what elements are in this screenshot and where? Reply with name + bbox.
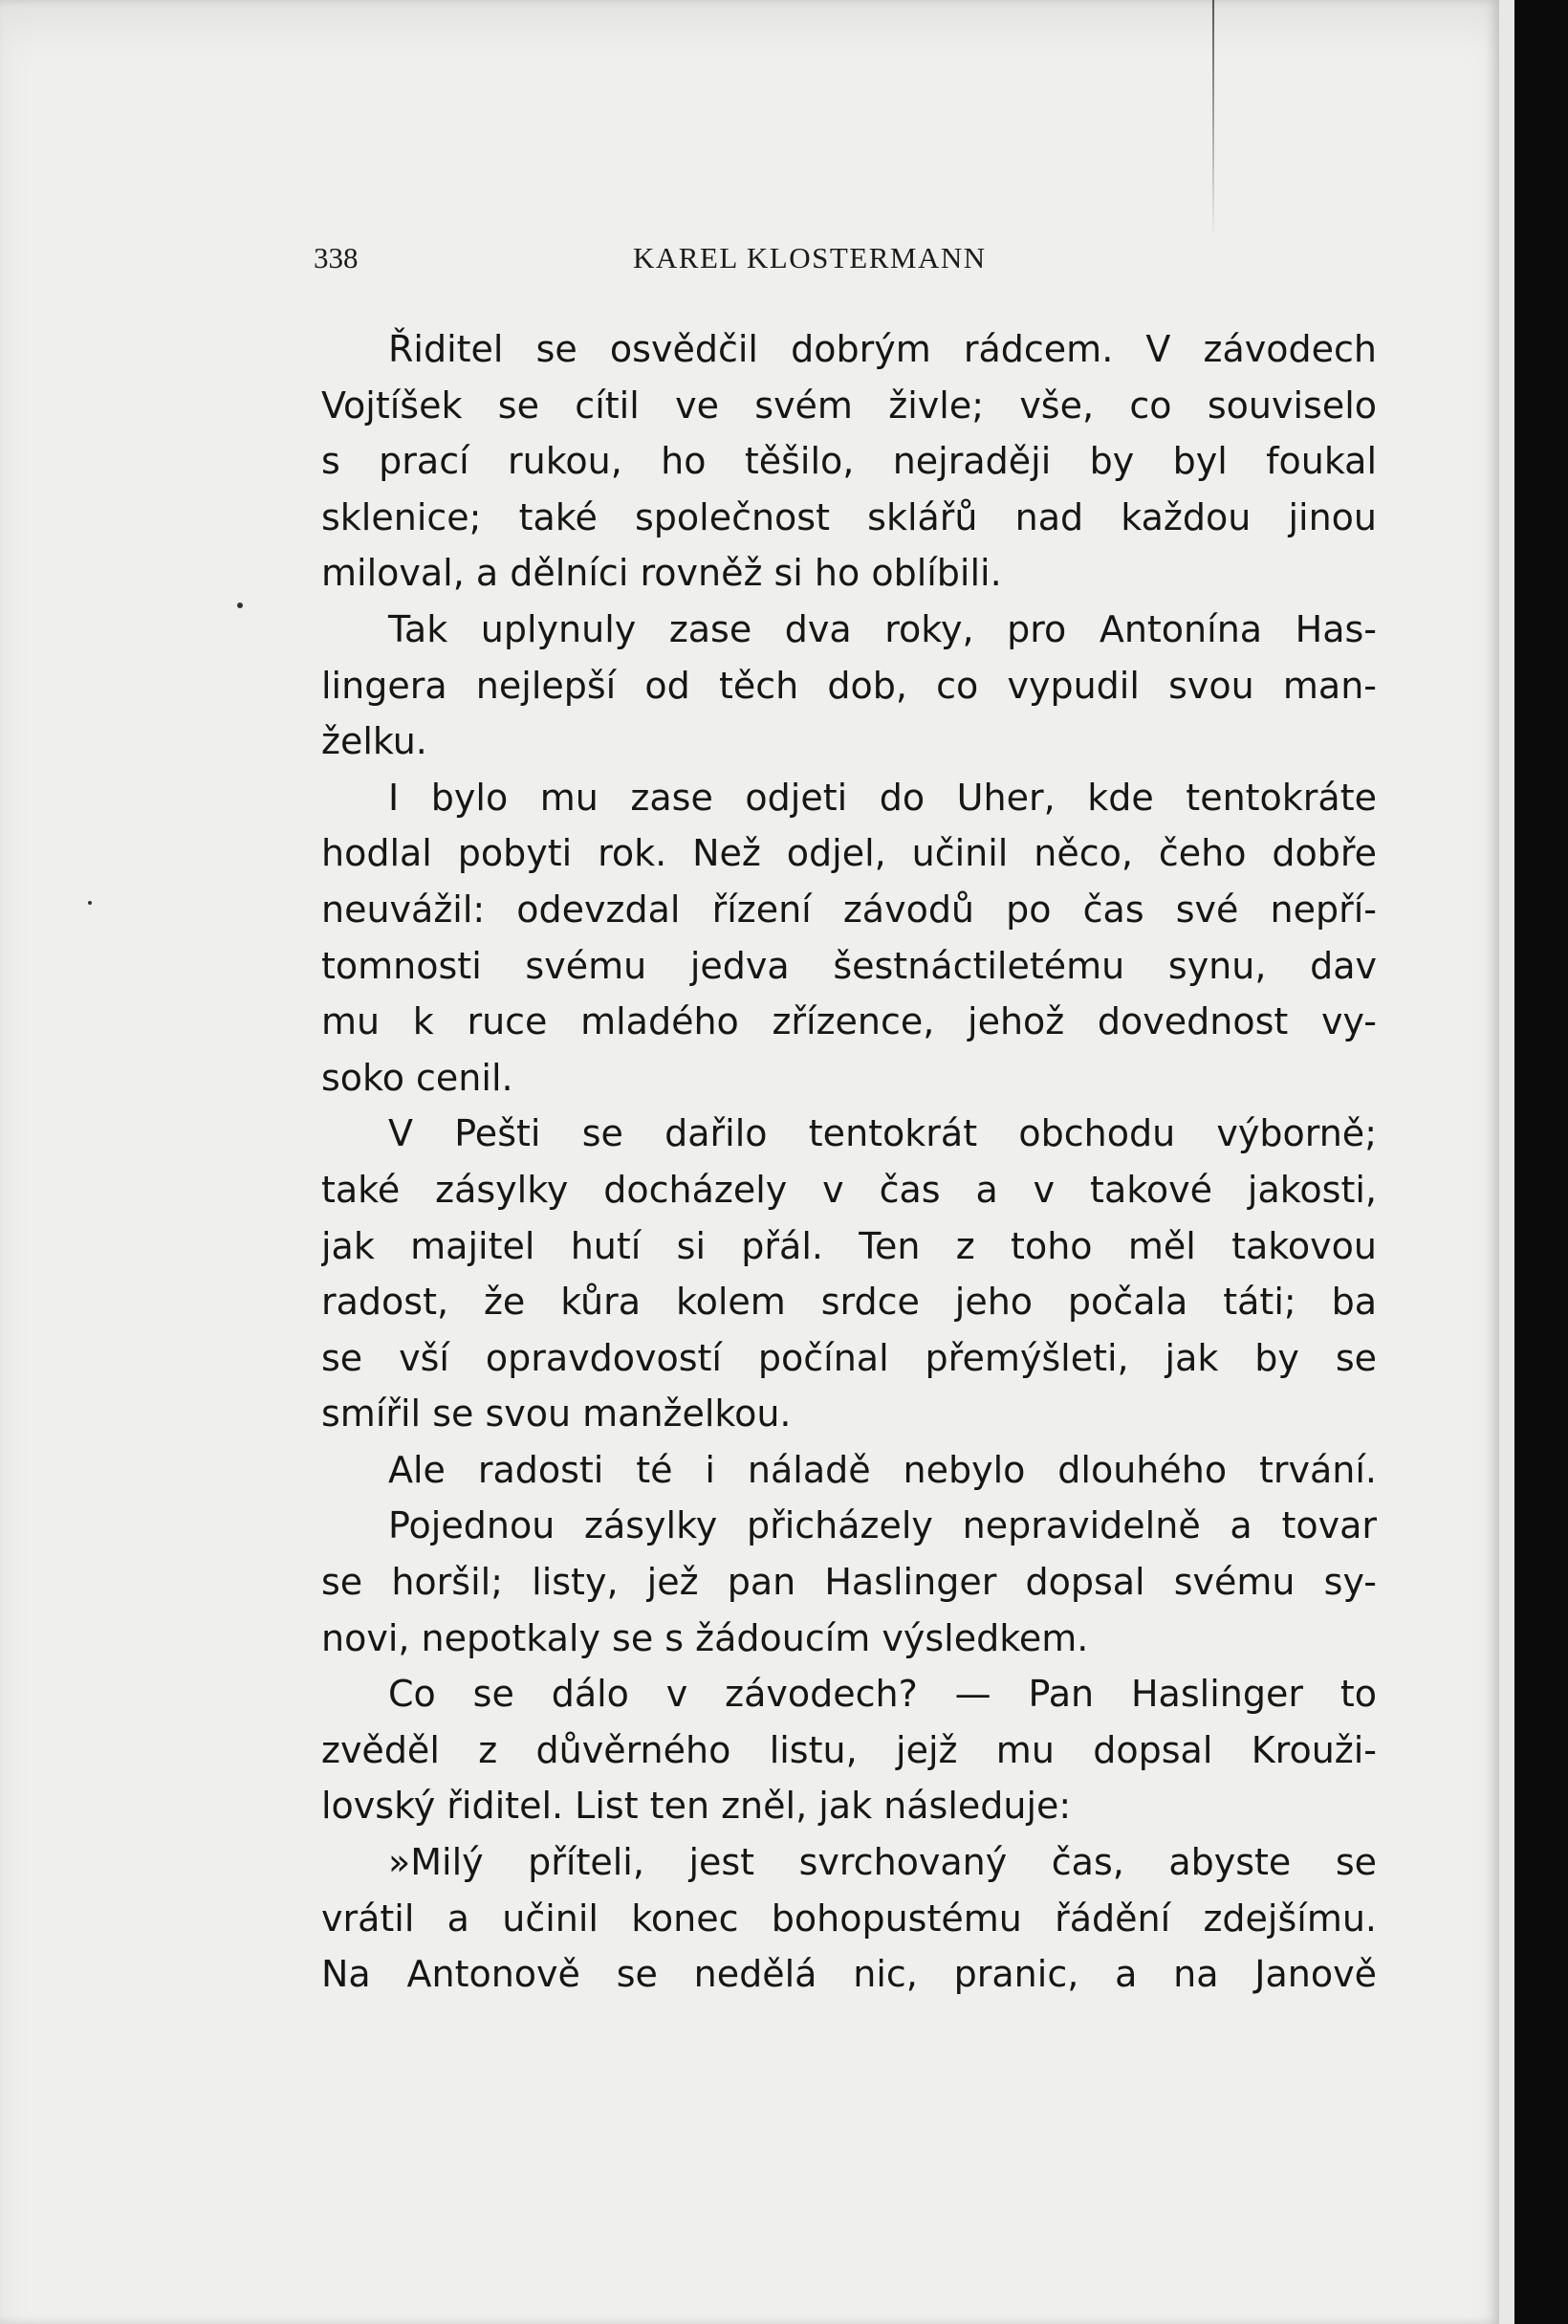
scan-mark (1212, 0, 1214, 239)
text-line: Pojednou zásylky přicházely nepravidelně a tovar (388, 1504, 1377, 1547)
text-line: se vší opravdovostí počínal přemýšleti, jak by se (321, 1336, 1377, 1379)
text-line: smířil se svou manželkou. (321, 1392, 792, 1436)
scan-speck (237, 603, 243, 608)
scan-speck (88, 901, 92, 905)
text-line: také zásylky docházely v čas a v takové jakosti, (321, 1168, 1377, 1211)
next-page-edge (1499, 0, 1514, 2324)
text-line: želku. (321, 720, 427, 763)
page-number: 338 (314, 241, 359, 274)
text-line: Na Antonově se nedělá nic, pranic, a na Janově (321, 1953, 1377, 1996)
text-line: Tak uplynuly zase dva roky, pro Antonína Has- (388, 607, 1377, 650)
text-line: radost, že kůra kolem srdce jeho počala táti; ba (321, 1281, 1377, 1324)
text-line: lovský řiditel. List ten zněl, jak následuje: (321, 1785, 1072, 1828)
body-text (321, 321, 1377, 2003)
text-line: novi, nepotkaly se s žádoucím výsledkem. (321, 1616, 1089, 1659)
scan-background (1514, 0, 1568, 2324)
text-line: soko cenil. (321, 1056, 513, 1099)
text-line: neuvážil: odevzdal řízení závodů po čas své nepří- (321, 888, 1377, 931)
text-line: sklenice; také společnost sklářů nad každou jinou (321, 495, 1377, 538)
text-line: vrátil a učinil konec bohopustému řádění zdejšímu. (321, 1896, 1377, 1940)
text-line: jak majitel hutí si přál. Ten z toho měl takovou (321, 1224, 1377, 1267)
text-line: »Milý příteli, jest svrchovaný čas, abyste se (388, 1841, 1377, 1884)
text-line: Vojtíšek se cítil ve svém živle; vše, co souviselo (321, 384, 1377, 427)
page-header (314, 241, 1365, 279)
text-line: I bylo mu zase odjeti do Uher, kde tentokráte (388, 776, 1377, 819)
text-line: Ale radosti té i náladě nebylo dlouhého trvání. (388, 1448, 1377, 1491)
text-line: s prací rukou, ho těšilo, nejraději by byl foukal (321, 440, 1377, 483)
text-line: miloval, a dělníci rovněž si ho oblíbili. (321, 552, 1002, 595)
text-line: zvěděl z důvěrného listu, jejž mu dopsal Krouži- (321, 1728, 1377, 1771)
text-line: Co se dálo v závodech? — Pan Haslinger to (388, 1673, 1377, 1716)
text-line: hodlal pobyti rok. Než odjel, učinil něco, čeho dobře (321, 832, 1377, 875)
text-line: Řiditel se osvědčil dobrým rádcem. V závodech (388, 328, 1377, 370)
text-line: se horšil; listy, jež pan Haslinger dopsal svému sy- (321, 1561, 1377, 1604)
text-line: V Pešti se dařilo tentokrát obchodu výborně; (388, 1112, 1377, 1155)
text-line: lingera nejlepší od těch dob, co vypudil svou man- (321, 664, 1377, 707)
text-line: mu k ruce mladého zřízence, jehož dovednost vy- (321, 1000, 1377, 1043)
running-head: KAREL KLOSTERMANN (633, 241, 987, 274)
text-line: tomnosti svému jedva šestnáctiletému synu, dav (321, 944, 1377, 987)
